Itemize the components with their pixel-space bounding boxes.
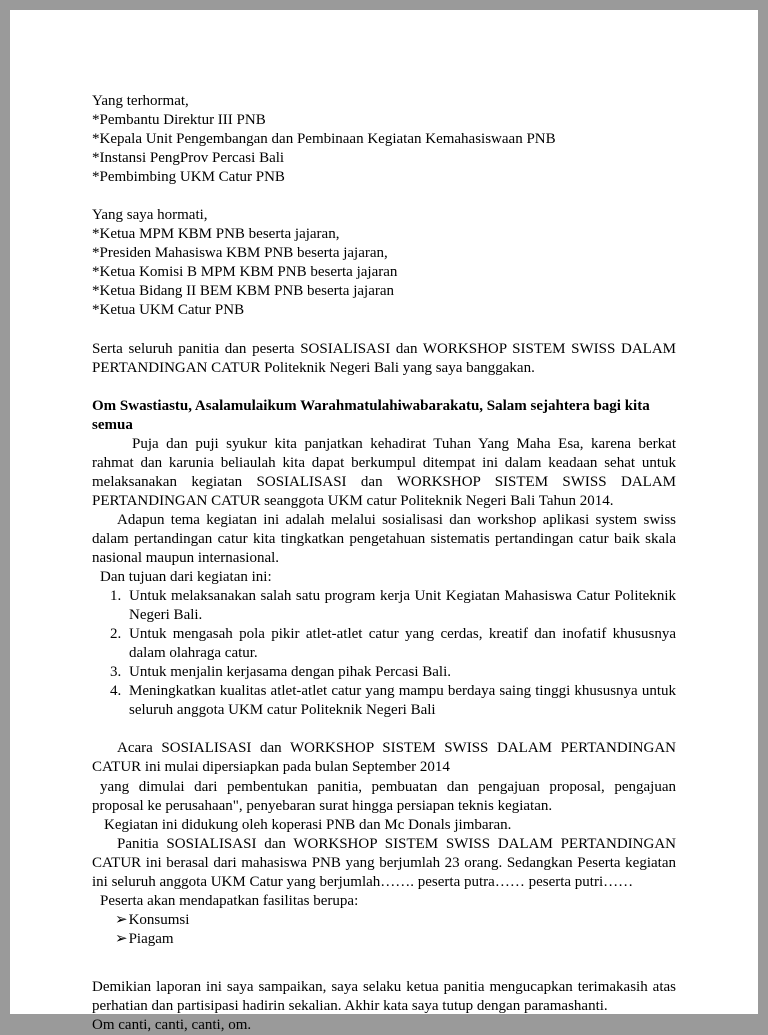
salutation-1-item: *Instansi PengProv Percasi Bali xyxy=(92,150,285,167)
arrow-bullet-icon: ➢ xyxy=(115,911,128,928)
fasilitas-item xyxy=(92,930,676,949)
closing-line: Om canti, canti, canti, om. xyxy=(92,1017,252,1034)
tujuan-heading: Dan tujuan dari kegiatan ini: xyxy=(100,569,272,586)
salutation-1-heading: Yang terhormat, xyxy=(92,93,189,109)
greeting-line: Om Swastiastu, Asalamulaikum Warahmatulahiwabarakatu, Salam sejahtera bagi kita semua xyxy=(92,397,650,433)
paragraph-panitia: Panitia SOSIALISASI dan WORKSHOP SISTEM SWISS DALAM PERTANDINGAN CATUR ini berasal dari mahasiswa PNB yang berjumlah 23 orang. Sedangkan Peserta kegiatan ini seluruh anggota UKM Catur yang berjumlah……. peserta putra…… peserta putri…… xyxy=(92,835,676,890)
salutation-2-item: *Presiden Mahasiswa KBM PNB beserta jajaran, xyxy=(92,245,388,262)
spacer xyxy=(92,968,676,978)
document-page xyxy=(10,10,758,1034)
paragraph-serta: Serta seluruh panitia dan peserta SOSIALISASI dan WORKSHOP SISTEM SWISS DALAM PERTANDINGAN CATUR Politeknik Negeri Bali yang saya banggakan. xyxy=(92,340,676,376)
paragraph-demikian: Demikian laporan ini saya sampaikan, saya selaku ketua panitia mengucapkan terimakasih atas perhatian dan partisipasi hadirin sekalian. Akhir kata saya tutup dengan paramashanti. xyxy=(92,978,676,1014)
paragraph-puja: Puja dan puji syukur kita panjatkan kehadirat Tuhan Yang Maha Esa, karena berkat rahmat dan karunia beliaulah kita dapat berkumpul ditempat ini dalam keadaan sehat untuk melaksanakan kegiatan SOSIALISASI dan WORKSHOP SISTEM SWISS DALAM PERTANDINGAN CATUR seanggota UKM catur Politeknik Negeri Bali Tahun 2014. xyxy=(92,435,676,509)
fasilitas-heading: Peserta akan mendapatkan fasilitas berupa: xyxy=(100,892,359,909)
fasilitas-item-label: Konsumsi xyxy=(128,911,190,928)
spacer xyxy=(92,187,676,206)
salutation-2-item: *Ketua Komisi B MPM KBM PNB beserta jajaran xyxy=(92,264,398,281)
salutation-2-item: *Ketua UKM Catur PNB xyxy=(92,302,245,319)
salutation-1-item: *Pembimbing UKM Catur PNB xyxy=(92,169,285,186)
paragraph-adapun: Adapun tema kegiatan ini adalah melalui sosialisasi dan workshop aplikasi system swiss dalam pertandingan catur kita tingkatkan pengetahuan sistematis pertandingan catur baik skala nasional maupun internasional. xyxy=(92,511,676,566)
salutation-2-item: *Ketua Bidang II BEM KBM PNB beserta jajaran xyxy=(92,283,395,300)
tujuan-item: 2. Untuk mengasah pola pikir atlet-atlet catur yang cerdas, kreatif dan inofatif khususnya dalam olahraga catur. xyxy=(125,625,676,663)
salutation-1-item: *Kepala Unit Pengembangan dan Pembinaan Kegiatan Kemahasiswaan PNB xyxy=(92,131,556,148)
salutation-2-heading: Yang saya hormati, xyxy=(92,207,208,224)
spacer xyxy=(92,949,676,968)
paragraph-kegiatan: Kegiatan ini didukung oleh koperasi PNB dan Mc Donals jimbaran. xyxy=(104,816,512,833)
spacer xyxy=(92,378,676,397)
fasilitas-item xyxy=(92,911,676,930)
salutation-2-item: *Ketua MPM KBM PNB beserta jajaran, xyxy=(92,226,340,243)
spacer xyxy=(92,321,676,340)
paragraph-yang: yang dimulai dari pembentukan panitia, pembuatan dan pengajuan proposal, pengajuan proposal ke perusahaan", penyebaran surat hingga persiapan teknis kegiatan. xyxy=(92,778,676,814)
fasilitas-item-label: Piagam xyxy=(128,930,174,947)
tujuan-list xyxy=(92,587,676,720)
arrow-bullet-icon: ➢ xyxy=(115,930,128,947)
tujuan-item: 1. Untuk melaksanakan salah satu program kerja Unit Kegiatan Mahasiswa Catur Politeknik Negeri Bali. xyxy=(125,587,676,625)
salutation-1-item: *Pembantu Direktur III PNB xyxy=(92,112,266,129)
tujuan-item: 4. Meningkatkan kualitas atlet-atlet catur yang mampu berdaya saing tinggi khususnya untuk seluruh anggota UKM catur Politeknik Negeri Bali xyxy=(125,682,676,720)
spacer xyxy=(92,720,676,739)
tujuan-item: 3. Untuk menjalin kerjasama dengan pihak Percasi Bali. xyxy=(125,663,676,682)
paragraph-acara: Acara SOSIALISASI dan WORKSHOP SISTEM SWISS DALAM PERTANDINGAN CATUR ini mulai dipersiapkan pada bulan September 2014 xyxy=(92,740,676,776)
